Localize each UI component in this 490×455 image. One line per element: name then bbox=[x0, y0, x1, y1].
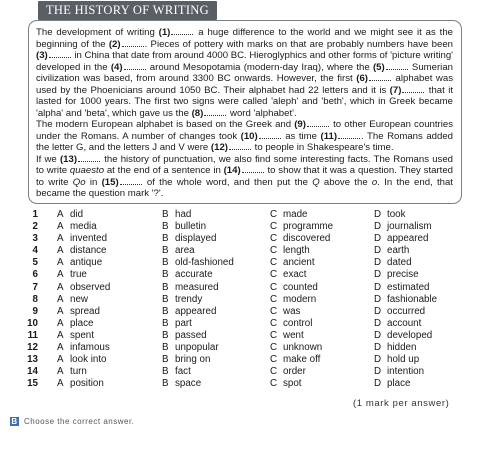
gap-number: (9) bbox=[294, 119, 306, 130]
option-a[interactable]: infamous bbox=[70, 342, 110, 354]
option-letter-a: A bbox=[57, 257, 64, 269]
option-letter-c: C bbox=[270, 305, 278, 317]
option-letter-d: D bbox=[374, 281, 382, 293]
option-b[interactable]: space bbox=[175, 378, 202, 390]
option-d[interactable]: precise bbox=[387, 269, 419, 281]
option-c[interactable]: ancient bbox=[283, 257, 315, 269]
answer-options-list bbox=[0, 209, 490, 390]
option-row bbox=[0, 221, 490, 233]
option-letter-a: A bbox=[57, 209, 64, 220]
option-letter-d: D bbox=[374, 378, 382, 390]
option-b[interactable]: displayed bbox=[175, 233, 217, 245]
gap-number: (3) bbox=[36, 50, 48, 61]
option-b[interactable]: unpopular bbox=[175, 342, 219, 354]
option-letter-a: A bbox=[57, 233, 64, 245]
latin-word: Qo bbox=[72, 176, 86, 188]
option-row bbox=[0, 306, 490, 318]
passage-text: of the whole word, and then put the bbox=[142, 176, 313, 188]
option-a[interactable]: distance bbox=[70, 245, 107, 257]
option-a[interactable]: observed bbox=[70, 281, 111, 293]
option-a[interactable]: look into bbox=[70, 354, 107, 366]
option-a[interactable]: new bbox=[70, 293, 88, 305]
gap-number: (2) bbox=[108, 38, 121, 50]
option-d[interactable]: dated bbox=[387, 257, 412, 269]
option-d[interactable]: estimated bbox=[387, 281, 430, 293]
option-a[interactable]: place bbox=[70, 317, 94, 329]
option-b[interactable]: appeared bbox=[175, 305, 217, 317]
option-row bbox=[0, 209, 490, 221]
option-letter-a: A bbox=[57, 305, 64, 317]
option-letter-c: C bbox=[270, 342, 278, 354]
option-letter-d: D bbox=[374, 366, 382, 378]
option-letter-d: D bbox=[374, 342, 382, 354]
option-c[interactable]: made bbox=[283, 209, 308, 220]
latin-word: quaesto bbox=[69, 165, 105, 176]
option-letter-b: B bbox=[162, 378, 169, 390]
option-b[interactable]: old-fashioned bbox=[175, 257, 234, 269]
option-row bbox=[0, 366, 490, 378]
option-a[interactable]: turn bbox=[70, 366, 87, 378]
option-letter-d: D bbox=[374, 257, 382, 269]
gap-blank[interactable] bbox=[124, 62, 146, 70]
option-b[interactable]: fact bbox=[175, 366, 191, 378]
passage-text: The modern European alphabet is based on the Greek and bbox=[36, 119, 295, 130]
passage-text: at the end of a sentence in bbox=[104, 165, 224, 176]
passage-text: Sumerian civilization was based, from around 3300 BC onwards. However, the first bbox=[36, 61, 453, 84]
option-row bbox=[0, 282, 490, 294]
passage-text: . In the end, that became the question mark '?'. bbox=[36, 176, 453, 199]
question-number: 13 bbox=[27, 354, 38, 366]
option-c[interactable]: order bbox=[283, 366, 306, 378]
option-a[interactable]: position bbox=[70, 378, 104, 390]
option-d[interactable]: hold up bbox=[387, 354, 420, 366]
passage-paragraph-2 bbox=[36, 119, 453, 154]
option-a[interactable]: antique bbox=[70, 257, 103, 269]
option-letter-c: C bbox=[270, 354, 278, 366]
option-d[interactable]: occurred bbox=[387, 305, 426, 317]
gap-number: (14) bbox=[223, 165, 241, 176]
option-d[interactable]: account bbox=[387, 317, 422, 329]
option-c[interactable]: programme bbox=[283, 221, 334, 233]
passage-text: in China that date from around 4000 BC. Hieroglyphics and other forms of 'picture writing' developed in the bbox=[36, 50, 453, 73]
option-letter-b: B bbox=[162, 221, 169, 233]
gap-number: (12) bbox=[210, 142, 228, 153]
option-b[interactable]: passed bbox=[175, 329, 207, 341]
gap-blank[interactable] bbox=[242, 165, 264, 173]
option-letter-d: D bbox=[374, 233, 382, 245]
option-c[interactable]: modern bbox=[283, 293, 317, 305]
option-letter-c: C bbox=[270, 245, 278, 257]
passage-text: that it lasted for 1000 years. The first two signs were called 'aleph' and 'beth', which in Greek became 'alpha' and 'beta', which gave us the bbox=[36, 84, 453, 119]
passage-text: alphabet was used by the Phoenicians around 1050 BC. Their alphabet had 22 letters and it is bbox=[36, 73, 453, 96]
option-letter-c: C bbox=[270, 233, 278, 245]
question-number: 1 bbox=[32, 209, 38, 220]
option-a[interactable]: media bbox=[70, 221, 97, 233]
question-number: 11 bbox=[27, 329, 38, 341]
option-letter-b: B bbox=[162, 293, 169, 305]
question-number: 7 bbox=[32, 281, 38, 293]
gap-blank[interactable] bbox=[259, 131, 281, 139]
option-c[interactable]: discovered bbox=[283, 233, 331, 245]
gap-number: (5) bbox=[372, 61, 385, 73]
passage-text: around Mesopotamia (modern-day Iraq), where the bbox=[146, 61, 373, 73]
gap-blank[interactable] bbox=[386, 62, 408, 70]
option-row bbox=[0, 330, 490, 342]
section-marker: B bbox=[11, 417, 18, 426]
gap-blank[interactable] bbox=[204, 108, 226, 116]
gap-blank[interactable] bbox=[122, 39, 144, 47]
question-number: 3 bbox=[32, 233, 38, 245]
passage-text: to people in Shakespeare's time. bbox=[251, 142, 394, 153]
option-row bbox=[0, 354, 490, 366]
option-letter-c: C bbox=[270, 281, 278, 293]
option-letter-d: D bbox=[374, 354, 382, 366]
option-letter-d: D bbox=[374, 317, 382, 329]
option-b[interactable]: bulletin bbox=[175, 221, 207, 233]
passage-text: to show that it was a question. They started to write bbox=[36, 165, 453, 188]
passage-text: . The Romans added the letter G, and the letters J and V were bbox=[36, 130, 453, 153]
gap-number: (8) bbox=[191, 107, 204, 119]
option-letter-d: D bbox=[374, 269, 382, 281]
option-b[interactable]: measured bbox=[175, 281, 219, 293]
passage-text: a huge difference to the world and we might see it as the beginning of the bbox=[36, 27, 453, 50]
gap-blank[interactable] bbox=[307, 119, 329, 127]
passage-text: the history of punctuation, we also find some interesting facts. The Romans used to write bbox=[36, 153, 453, 176]
option-d[interactable]: hidden bbox=[387, 342, 417, 354]
gap-blank[interactable] bbox=[338, 131, 360, 139]
option-letter-b: B bbox=[162, 317, 169, 329]
question-number: 2 bbox=[32, 221, 38, 233]
next-section-heading bbox=[10, 417, 210, 426]
question-number: 12 bbox=[27, 342, 38, 354]
option-letter-d: D bbox=[374, 221, 382, 233]
option-d[interactable]: place bbox=[387, 378, 411, 390]
gap-blank[interactable] bbox=[171, 27, 193, 35]
option-letter-a: A bbox=[57, 366, 64, 378]
option-b[interactable]: accurate bbox=[175, 269, 213, 281]
option-row bbox=[0, 257, 490, 269]
option-d[interactable]: developed bbox=[387, 329, 433, 341]
option-letter-c: C bbox=[270, 257, 278, 269]
option-letter-d: D bbox=[374, 209, 382, 220]
marks-note: (1 mark per answer) bbox=[353, 398, 450, 409]
gap-blank[interactable] bbox=[78, 154, 100, 162]
option-letter-d: D bbox=[374, 305, 382, 317]
option-letter-b: B bbox=[162, 257, 169, 269]
passage-text: in bbox=[85, 176, 102, 188]
option-letter-a: A bbox=[57, 293, 64, 305]
option-letter-a: A bbox=[57, 342, 64, 354]
option-letter-b: B bbox=[162, 342, 169, 354]
gap-number: (13) bbox=[59, 153, 78, 165]
option-letter-d: D bbox=[374, 245, 382, 257]
question-number: 10 bbox=[27, 317, 38, 329]
passage-paragraph-3 bbox=[36, 154, 453, 200]
option-b[interactable]: had bbox=[175, 209, 192, 220]
passage-text: above the bbox=[319, 176, 372, 188]
gap-blank[interactable] bbox=[229, 142, 251, 150]
option-letter-a: A bbox=[57, 269, 64, 281]
gap-number: (1) bbox=[158, 27, 171, 38]
option-letter-b: B bbox=[162, 354, 169, 366]
option-row bbox=[0, 342, 490, 354]
option-row bbox=[0, 378, 490, 390]
passage-text: The development of writing bbox=[36, 27, 159, 38]
option-b[interactable]: area bbox=[175, 245, 195, 257]
option-letter-a: A bbox=[57, 354, 64, 366]
option-letter-c: C bbox=[270, 366, 278, 378]
option-c[interactable]: make off bbox=[283, 354, 321, 366]
option-letter-c: C bbox=[270, 269, 278, 281]
passage-text: If we bbox=[36, 153, 60, 165]
option-letter-b: B bbox=[162, 269, 169, 281]
section-instruction: Choose the correct answer. bbox=[24, 417, 135, 426]
option-d[interactable]: intention bbox=[387, 366, 425, 378]
option-c[interactable]: length bbox=[283, 245, 310, 257]
option-letter-a: A bbox=[57, 317, 64, 329]
option-letter-c: C bbox=[270, 221, 278, 233]
option-c[interactable]: control bbox=[283, 317, 313, 329]
option-c[interactable]: went bbox=[283, 329, 304, 341]
option-d[interactable]: journalism bbox=[387, 221, 432, 233]
option-c[interactable]: unknown bbox=[283, 342, 323, 354]
option-letter-b: B bbox=[162, 281, 169, 293]
question-number: 14 bbox=[27, 366, 38, 378]
passage-paragraph-1 bbox=[36, 27, 453, 119]
gap-blank[interactable] bbox=[120, 177, 142, 185]
option-c[interactable]: counted bbox=[283, 281, 318, 293]
option-letter-c: C bbox=[270, 317, 278, 329]
passage-text: word 'alphabet'. bbox=[227, 107, 297, 119]
gap-number: (4) bbox=[110, 61, 123, 73]
gap-blank[interactable] bbox=[49, 50, 71, 58]
option-a[interactable]: invented bbox=[70, 233, 108, 245]
option-row bbox=[0, 318, 490, 330]
gap-number: (6) bbox=[356, 73, 368, 84]
latin-letter: Q bbox=[312, 176, 320, 188]
passage-box bbox=[28, 20, 462, 204]
passage-text: as time bbox=[281, 130, 321, 142]
option-a[interactable]: spread bbox=[70, 305, 100, 317]
gap-blank[interactable] bbox=[402, 85, 424, 93]
option-letter-b: B bbox=[162, 305, 169, 317]
question-number: 6 bbox=[32, 269, 38, 281]
option-d[interactable]: fashionable bbox=[387, 293, 438, 305]
passage-text: . Pieces of pottery with marks on that are probably numbers have been bbox=[144, 38, 453, 50]
question-number: 15 bbox=[27, 378, 38, 390]
option-c[interactable]: spot bbox=[283, 378, 302, 390]
option-letter-a: A bbox=[57, 281, 64, 293]
gap-number: (15) bbox=[101, 176, 119, 188]
option-d[interactable]: earth bbox=[387, 245, 410, 257]
gap-number: (7) bbox=[389, 84, 402, 96]
option-letter-d: D bbox=[374, 293, 382, 305]
gap-blank[interactable] bbox=[369, 73, 391, 81]
option-d[interactable]: took bbox=[387, 209, 406, 220]
option-row bbox=[0, 245, 490, 257]
option-letter-c: C bbox=[270, 209, 278, 220]
question-number: 5 bbox=[32, 257, 38, 269]
option-c[interactable]: was bbox=[283, 305, 301, 317]
question-number: 8 bbox=[32, 293, 38, 305]
option-letter-b: B bbox=[162, 329, 169, 341]
option-b[interactable]: part bbox=[175, 317, 192, 329]
option-c[interactable]: exact bbox=[283, 269, 307, 281]
option-letter-d: D bbox=[374, 329, 382, 341]
option-letter-c: C bbox=[270, 378, 278, 390]
option-letter-c: C bbox=[270, 329, 278, 341]
option-letter-b: B bbox=[162, 366, 169, 378]
option-a[interactable]: spent bbox=[70, 329, 94, 341]
option-letter-a: A bbox=[57, 329, 64, 341]
option-b[interactable]: trendy bbox=[175, 293, 203, 305]
option-letter-a: A bbox=[57, 245, 64, 257]
option-letter-a: A bbox=[57, 221, 64, 233]
option-row bbox=[0, 233, 490, 245]
gap-number: (11) bbox=[320, 130, 338, 142]
option-row bbox=[0, 294, 490, 306]
gap-number: (10) bbox=[240, 130, 258, 142]
question-number: 9 bbox=[32, 305, 38, 317]
option-row bbox=[0, 269, 490, 281]
question-number: 4 bbox=[32, 245, 38, 257]
option-d[interactable]: appeared bbox=[387, 233, 429, 245]
option-b[interactable]: bring on bbox=[175, 354, 211, 366]
section-title: THE HISTORY OF WRITING bbox=[38, 1, 217, 20]
option-letter-b: B bbox=[162, 209, 169, 220]
option-a[interactable]: did bbox=[70, 209, 84, 220]
option-letter-c: C bbox=[270, 293, 278, 305]
option-a[interactable]: true bbox=[70, 269, 87, 281]
latin-letter: o bbox=[371, 176, 378, 188]
passage-text: to other European countries under the Romans. A number of changes took bbox=[36, 119, 453, 142]
option-letter-a: A bbox=[57, 378, 64, 390]
option-letter-b: B bbox=[162, 245, 169, 257]
option-letter-b: B bbox=[162, 233, 169, 245]
